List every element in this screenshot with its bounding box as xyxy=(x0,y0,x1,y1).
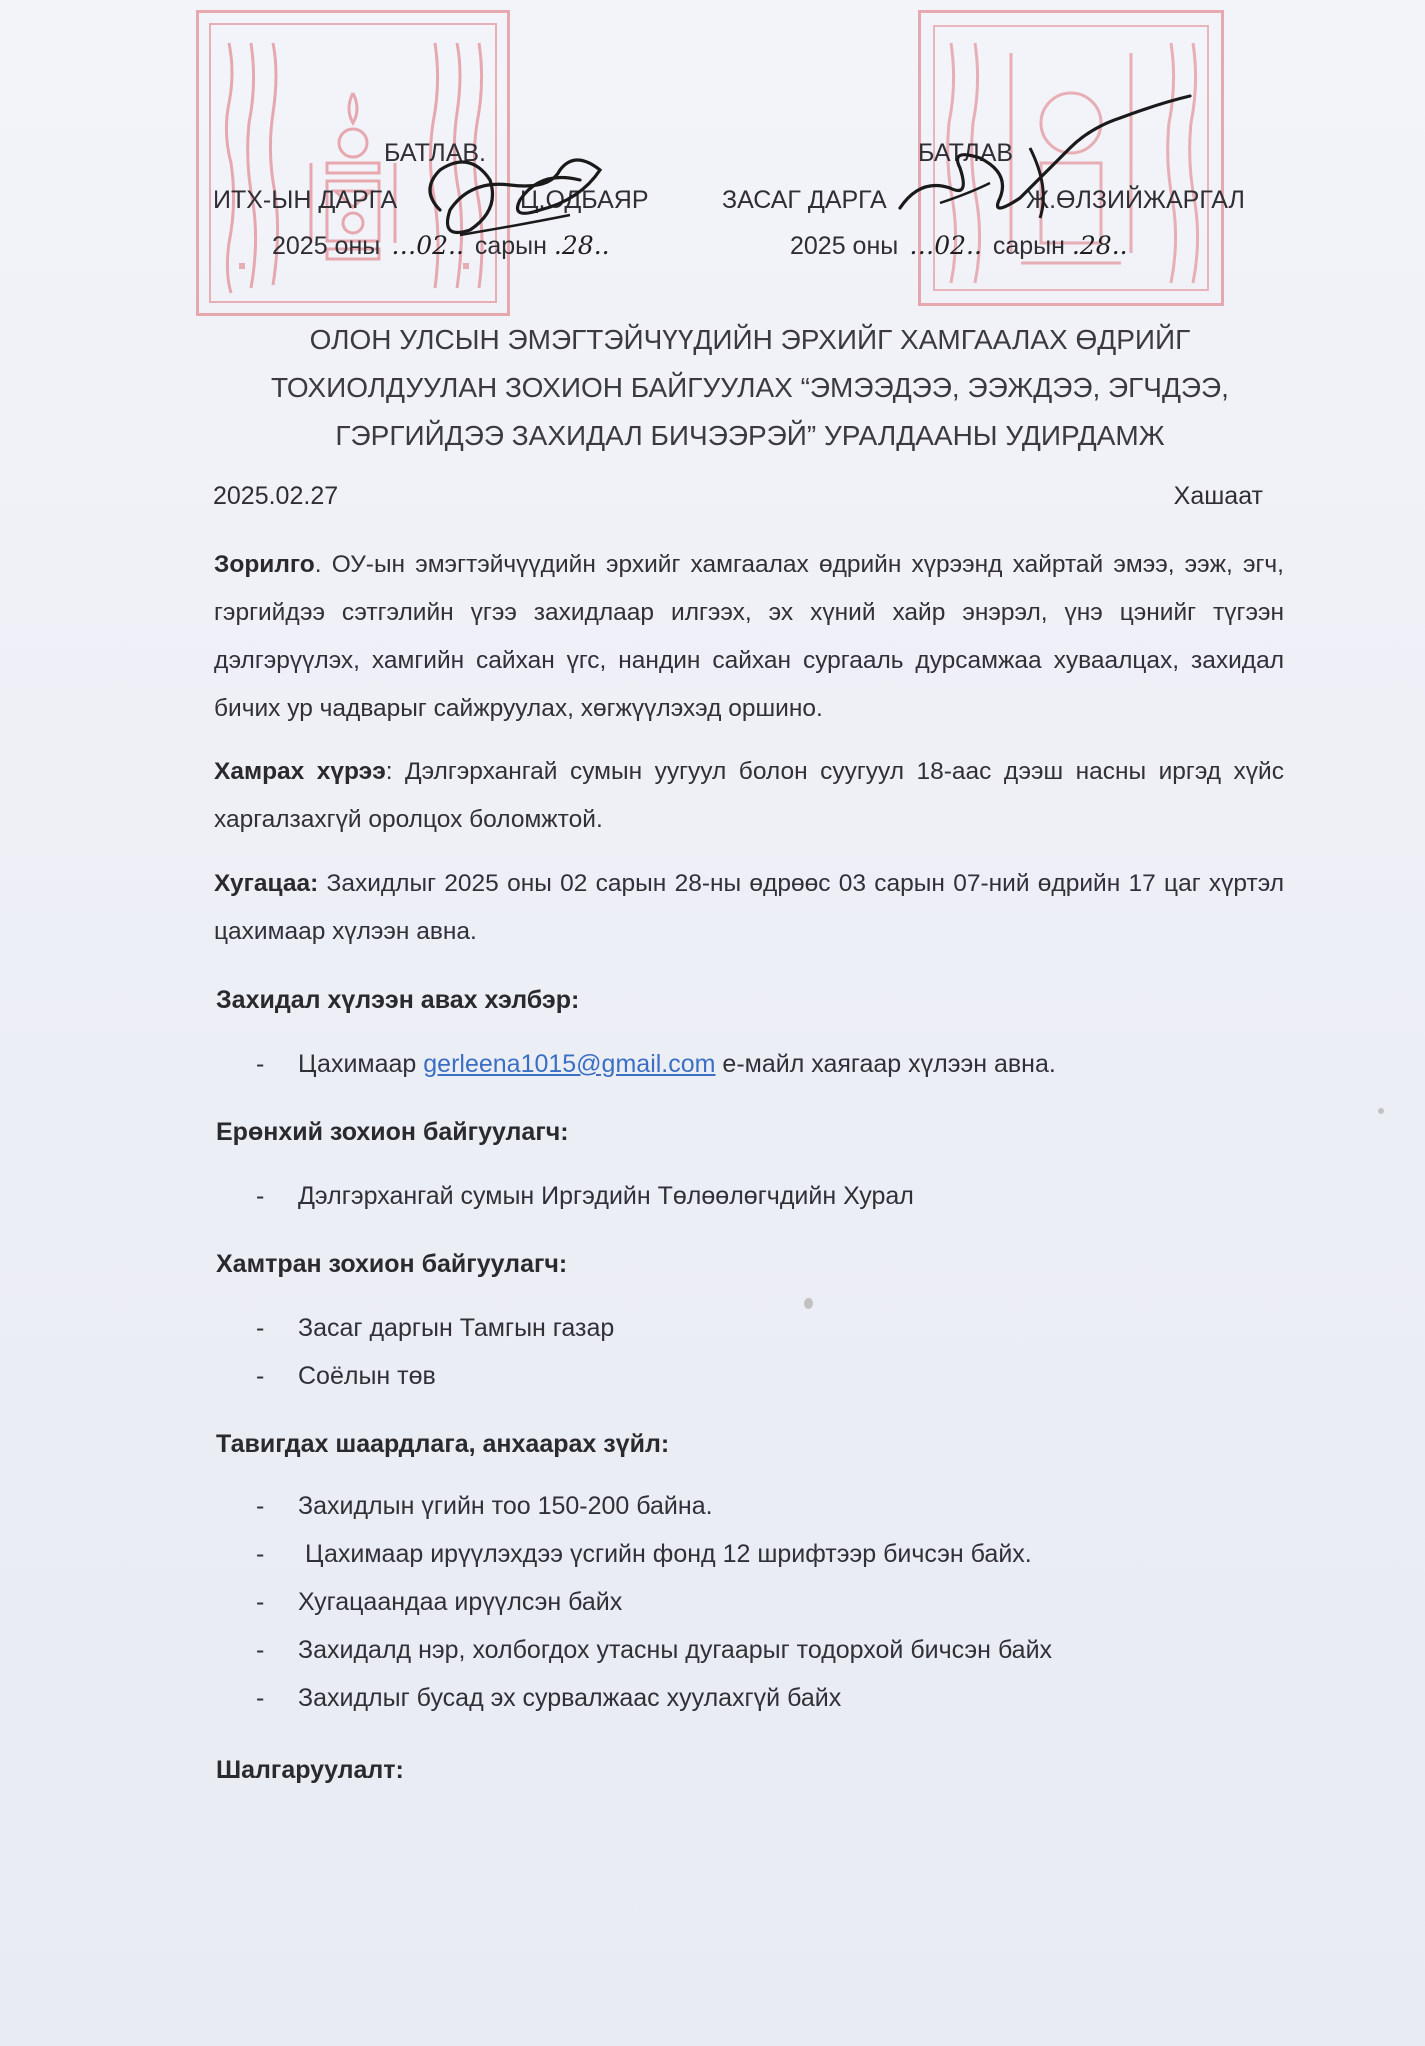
title-line-2: ТОХИОЛДУУЛАН ЗОХИОН БАЙГУУЛАХ “ЭМЭЭДЭЭ, ЭЭЖДЭЭ, ЭГЧДЭЭ, xyxy=(271,372,1229,403)
bullet-dash: - xyxy=(256,1050,265,1078)
right-signature-icon xyxy=(880,88,1200,238)
right-date-day: 28 xyxy=(1079,231,1112,260)
right-date-month-word: сарын xyxy=(992,232,1065,260)
requirement-item: - Захидалд нэр, холбогдох утасны дугаарыг тодорхой бичсэн байх xyxy=(256,1636,1053,1664)
requirement-item: - Захидлын үгийн тоо 150-200 байна. xyxy=(256,1492,713,1520)
left-date-day: 28 xyxy=(561,231,594,260)
left-date-month: 02 xyxy=(416,231,449,260)
bullet-dash: - xyxy=(256,1314,265,1342)
goal-text: . ОУ-ын эмэгтэйчүүдийн эрхийг хамгаалах өдрийн хүрээнд хайртай эмээ, ээж, эгч, гэргийдээ сэтгэлийн үгээ захидлаар илгээх, эх хүний хайр энэрэл, үнэ цэнийг түгээн дэлгэрүүлэх, хамгийн сайхан үгс, нандин сайхан сургааль дурсамжаа хуваалцах, захидал бичих ур чадварыг сайжруулах, хөгжүүлэхэд оршино. xyxy=(214,551,1284,722)
left-name: Ц.ОДБАЯР xyxy=(520,186,649,214)
bullet-dash: - xyxy=(256,1588,265,1616)
right-date: 2025 оны …02.. сарын .28.. xyxy=(790,231,1128,260)
date-place-row xyxy=(213,482,1263,511)
scope-label: Хамрах хүрээ xyxy=(214,758,386,785)
co-organizer-heading: Хамтран зохион байгуулагч: xyxy=(216,1250,568,1278)
co-organizer-item: - Соёлын төв xyxy=(256,1362,436,1390)
left-date-month-word: сарын xyxy=(474,232,547,260)
left-signature-icon xyxy=(400,140,620,260)
title-line-3: ГЭРГИЙДЭЭ ЗАХИДАЛ БИЧЭЭРЭЙ” УРАЛДААНЫ УДИРДАМЖ xyxy=(335,420,1165,451)
bullet-dash: - xyxy=(256,1182,265,1210)
scan-speck xyxy=(804,1298,813,1309)
email-link[interactable]: gerleena1015@gmail.com xyxy=(423,1050,716,1078)
bullet-dash: - xyxy=(256,1362,265,1390)
period-paragraph xyxy=(214,860,1284,956)
document-place: Хашаат xyxy=(1173,482,1263,510)
bullet-dash: - xyxy=(256,1492,265,1520)
receive-pre: Цахимаар xyxy=(298,1050,424,1078)
organizer-heading: Ерөнхий зохион байгуулагч: xyxy=(216,1118,569,1146)
requirement-item: - Цахимаар ирүүлэхдээ үсгийн фонд 12 шрифтээр бичсэн байх. xyxy=(256,1540,1032,1568)
left-date: 2025 оны …02.. сарын .28.. xyxy=(272,231,610,260)
period-text: Захидлыг 2025 оны 02 сарын 28-ны өдрөөс 03 сарын 07-ний өдрийн 17 цаг хүртэл цахимаар хүлээн авна. xyxy=(214,870,1284,945)
left-date-year: 2025 оны xyxy=(272,232,381,260)
requirement-item: - Хугацаандаа ирүүлсэн байх xyxy=(256,1588,623,1616)
document-date: 2025.02.27 xyxy=(213,482,339,510)
co-organizer-item: - Засаг даргын Тамгын газар xyxy=(256,1314,615,1342)
right-date-month: 02 xyxy=(934,231,967,260)
right-date-year: 2025 оны xyxy=(790,232,899,260)
organizer-item: - Дэлгэрхангай сумын Иргэдийн Төлөөлөгчдийн Хурал xyxy=(256,1182,914,1210)
scope-text: : Дэлгэрхангай сумын уугуул болон суугуул 18-аас дээш насны иргэд хүйс харгалзахгүй оролцох боломжтой. xyxy=(214,758,1284,833)
left-approve-label: БАТЛАВ. xyxy=(384,139,487,167)
right-approve-label: БАТЛАВ xyxy=(918,139,1014,167)
bullet-dash: - xyxy=(256,1684,265,1712)
receive-post: е-майл хаягаар хүлээн авна. xyxy=(715,1050,1056,1078)
bullet-dash: - xyxy=(256,1636,265,1664)
period-label: Хугацаа: xyxy=(214,870,319,897)
left-position: ИТХ-ЫН ДАРГА xyxy=(213,186,398,214)
selection-heading: Шалгаруулалт: xyxy=(216,1756,404,1784)
right-name: Ж.ӨЛЗИЙЖАРГАЛ xyxy=(1026,186,1245,214)
goal-label: Зорилго xyxy=(214,551,315,578)
scan-speck xyxy=(1378,1108,1384,1114)
bullet-dash: - xyxy=(256,1540,265,1568)
title-line-1: ОЛОН УЛСЫН ЭМЭГТЭЙЧҮҮДИЙН ЭРХИЙГ ХАМГААЛАХ ӨДРИЙГ xyxy=(309,324,1191,355)
right-position: ЗАСАГ ДАРГА xyxy=(722,186,887,214)
requirement-item: - Захидлыг бусад эх сурвалжаас хуулахгүй байх xyxy=(256,1684,842,1712)
requirements-heading: Тавигдах шаардлага, анхаарах зүйл: xyxy=(216,1430,670,1458)
receive-heading: Захидал хүлээн авах хэлбэр: xyxy=(216,986,580,1014)
goal-paragraph xyxy=(214,541,1284,733)
receive-item xyxy=(256,1050,1056,1079)
scope-paragraph xyxy=(214,748,1284,844)
document-title xyxy=(200,316,1300,460)
